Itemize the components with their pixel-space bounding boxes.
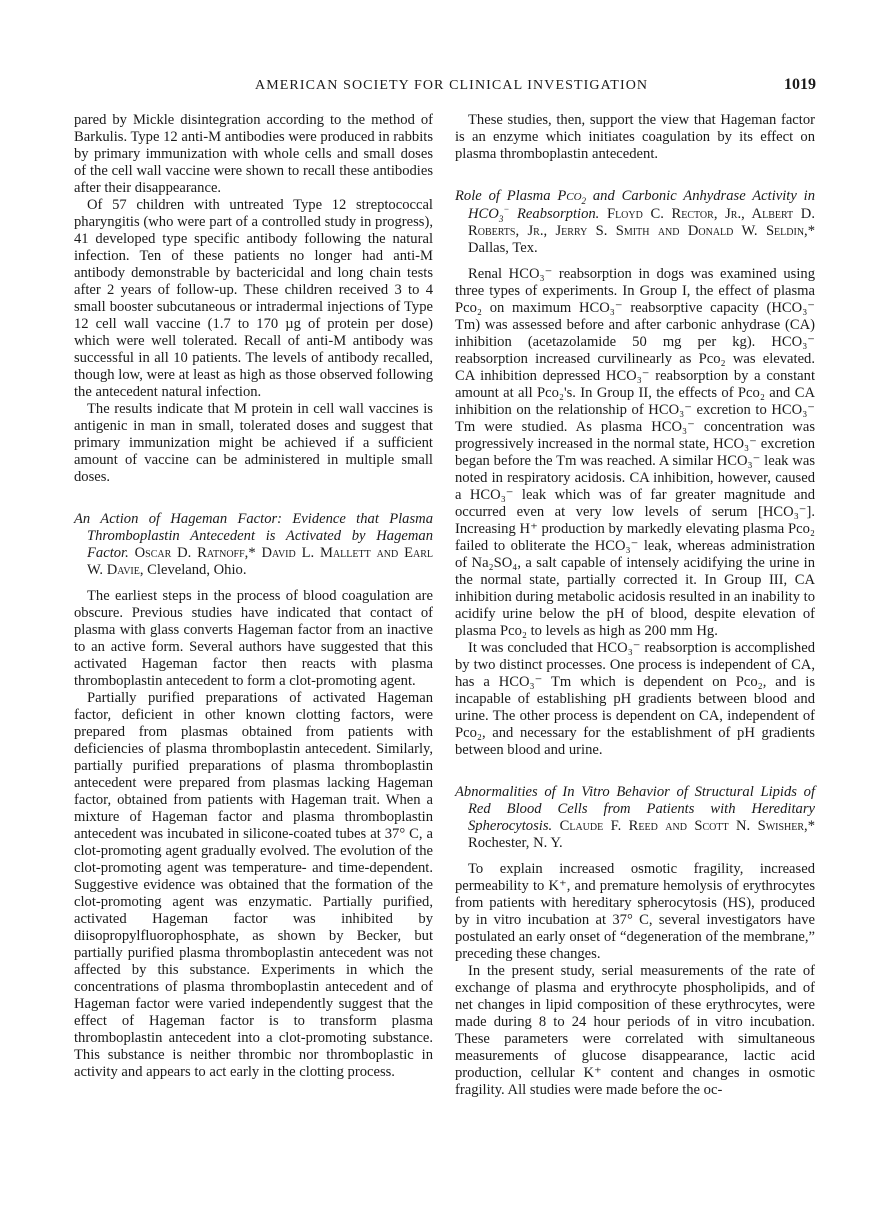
paragraph: To explain increased osmotic fragility, increased permeability to K⁺, and premature hemolysis of erythrocytes from patients with hereditary spherocytosis (HS), produced by in vitro incubation at 37° C, several investigators have postulated an early onset of “degeneration of the membrane,” preceding these changes. xyxy=(455,861,815,962)
title-sub: 2 xyxy=(581,195,587,206)
title-part: Reabsorption. xyxy=(509,206,600,222)
section-gap xyxy=(455,257,815,266)
right-column xyxy=(455,112,815,1099)
left-column xyxy=(74,112,433,1081)
section-gap xyxy=(455,163,815,188)
paragraph: The earliest steps in the process of blood coagulation are obscure. Previous studies have indicated that contact of plasma with glass converts Hageman factor from an inactive to an active form. Several authors have suggested that this activated Hageman factor then reacts with plasma thromboplastin antecedent to form a clot-promoting agent. xyxy=(74,588,433,689)
paragraph: These studies, then, support the view that Hageman factor is an enzyme which initiates coagulation by its effect on plasma thromboplastin antecedent. xyxy=(455,112,815,162)
abstract-title: An Action of Hageman Factor: Evidence that Plasma Thromboplastin Antecedent is Activated by Hageman Factor. xyxy=(74,511,433,561)
abstract-heading xyxy=(455,784,815,852)
paragraph: Of 57 children with untreated Type 12 streptococcal pharyngitis (who were part of a controlled study in progress), 41 developed type specific antibody following the natural infection. Ten of these patients no longer had anti-M antibody demonstrable by bactericidal and long chain tests after 2 years of follow-up. These children received 3 to 4 small booster subcutaneous or intradermal injections of Type 12 cell wall vaccine (1.7 to 170 µg of protein per dose) which were well tolerated. Recall of anti-M antibody was successful in all 10 patients. The levels of antibody recalled, though low, were at least as high as those observed following the antecedent natural infection. xyxy=(74,197,433,400)
abstract-location: Rochester, N. Y. xyxy=(468,835,563,851)
page-number: 1019 xyxy=(784,76,816,93)
abstract-authors: Claude F. Reed and Scott N. Swisher,* xyxy=(559,818,816,834)
abstract-title: Abnormalities of In Vitro Behavior of Structural Lipids of Red Blood Cells from Patients with Hereditary Spherocytosis. xyxy=(455,784,815,834)
section-gap xyxy=(455,852,815,861)
title-part: Role of Plasma P xyxy=(455,188,567,204)
abstract-authors: Floyd C. Rector, Jr., Albert D. Roberts, Jr., Jerry S. Smith and Donald W. Seldin,* xyxy=(468,206,815,239)
paragraph: pared by Mickle disintegration according to the method of Barkulis. Type 12 anti-M antibodies were produced in rabbits by primary immunization with whole cells and small doses of the cell wall vaccine were shown to recall these antibodies after their disappearance. xyxy=(74,112,434,196)
abstract-heading xyxy=(455,188,815,257)
section-gap xyxy=(455,759,815,784)
title-sup: − xyxy=(503,204,510,215)
abstract-heading xyxy=(74,511,433,579)
title-part: and Carbonic Anhydrase Activity in HCO xyxy=(468,188,815,222)
paragraph: The results indicate that M protein in cell wall vaccines is antigenic in man in small, tolerated doses and suggest that primary immunization might be achieved if a sufficient amount of vaccine can be administered in multiple small doses. xyxy=(74,401,433,485)
title-sub: 3 xyxy=(498,213,504,224)
section-gap xyxy=(74,579,433,588)
abstract-authors: Oscar D. Ratnoff,* David L. Mallett and Earl W. Davie xyxy=(87,545,434,578)
title-part: CO xyxy=(566,191,582,203)
paragraph: In the present study, serial measurements of the rate of exchange of plasma and erythrocyte phospholipids, and of net changes in lipid composition of these erythrocytes, were made during 8 to 24 hour periods of in vitro incubation. These parameters were correlated with simultaneous measurements of glucose disappearance, lactic acid production, cellular K⁺ content and changes in osmotic fragility. All studies were made before the oc- xyxy=(455,963,815,1098)
abstract-location: , Cleveland, Ohio. xyxy=(139,562,247,578)
abstract-location: Dallas, Tex. xyxy=(468,240,538,256)
section-gap xyxy=(74,486,433,511)
paragraph: Renal HCO₃⁻ reabsorption in dogs was examined using three types of experiments. In Group I, the effect of plasma Pco₂ on maximum HCO₃⁻ reabsorptive capacity (HCO₃⁻ Tm) was assessed before and after carbonic anhydrase (CA) inhibition (acetazolamide 50 mg per kg). HCO₃⁻ reabsorption increased curvilinearly as Pco₂ was elevated. CA inhibition depressed HCO₃⁻ reabsorption by a constant amount at all Pco₂'s. In Group II, the effects of Pco₂ and CA inhibition on the relationship of HCO₃⁻ excretion to HCO₃⁻ Tm were studied. As plasma HCO₃⁻ concentration was progressively increased in the normal state, HCO₃⁻ excretion began before the Tm was reached. A similar HCO₃⁻ leak was noted in respiratory acidosis. CA inhibition, however, caused a HCO₃⁻ leak which was of far greater magnitude and occurred even at very low levels of serum [HCO₃⁻]. Increasing H⁺ production by markedly elevating plasma Pco₂ failed to obliterate the HCO₃⁻ leak, whereas administration of Na₂SO₄, a salt capable of intensely acidifying the urine in the normal state, partially corrected it. In Group III, CA inhibition during metabolic acidosis resulted in an inability to acidify urine below the pH of blood, despite elevation of plasma Pco₂ to levels as high as 200 mm Hg. xyxy=(455,266,815,639)
paragraph: It was concluded that HCO₃⁻ reabsorption is accomplished by two distinct processes. One process is independent of CA, has a HCO₃⁻ Tm which is dependent on Pco₂, and is incapable of establishing pH gradients between blood and urine. The other process is dependent on CA, independent of Pco₂, and necessary for the establishment of pH gradients between blood and urine. xyxy=(455,640,815,758)
paragraph: Partially purified preparations of activated Hageman factor, deficient in other known clotting factors, were prepared from plasmas obtained from patients with deficiencies of plasma thromboplastin antecedent. Similarly, partially purified preparations of plasma thromboplastin antecedent were prepared from plasmas lacking Hageman factor, obtained from patients with Hageman trait. When a mixture of Hageman factor and plasma thromboplastin antecedent was incubated in silicone-coated tubes at 37° C, a clot-promoting agent gradually evolved. The evolution of the clot-promoting agent was temperature- and time-dependent. Suggestive evidence was obtained that the formation of the clot-promoting agent was enzymatic. Partially purified, activated Hageman factor was inhibited by diisopropylfluorophosphate, as shown by Becker, but partially purified plasma thromboplastin antecedent was not affected by this substance. Experiments in which the concentrations of plasma thromboplastin antecedent and of Hageman factor were varied independently suggest that the effect of Hageman factor is to transform plasma thromboplastin antecedent into a clot-promoting substance. This substance is neither thrombic nor thromboplastic in activity and appears to act early in the clotting process. xyxy=(74,690,433,1080)
running-head: AMERICAN SOCIETY FOR CLINICAL INVESTIGATION xyxy=(255,78,649,93)
